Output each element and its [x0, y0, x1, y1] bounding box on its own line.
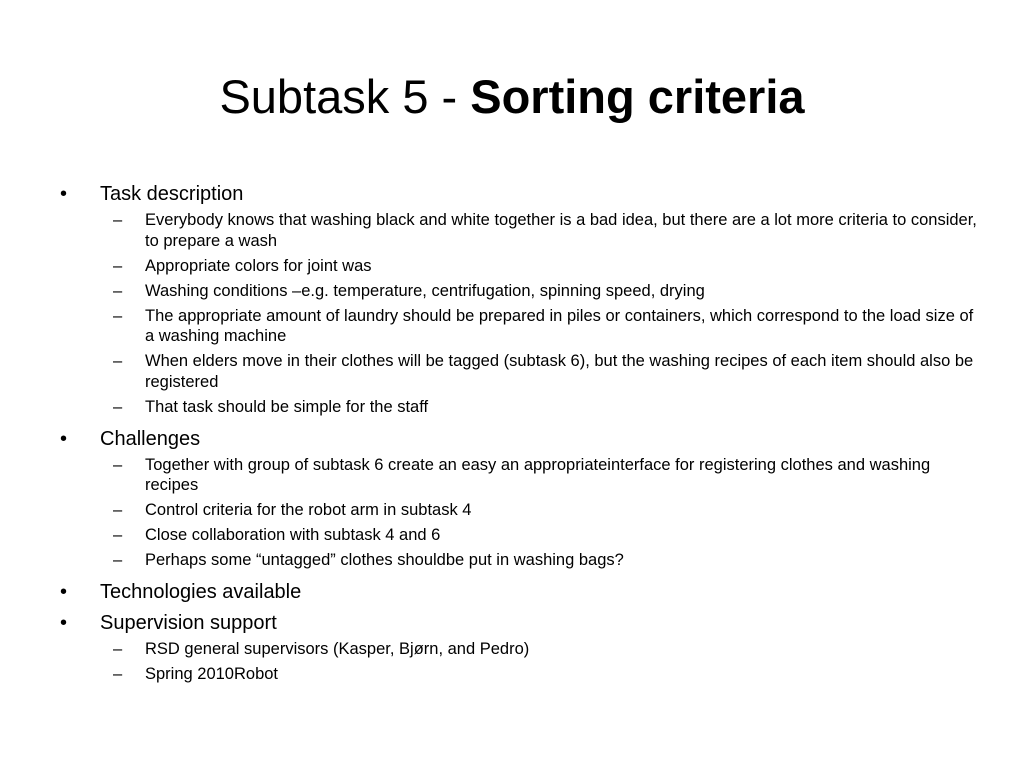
list-item: [52, 256, 982, 281]
list-item-text: RSD general supervisors (Kasper, Bjørn, and Pedro): [145, 640, 530, 658]
list-item-text: That task should be simple for the staff: [145, 397, 429, 416]
list-item: [52, 525, 982, 550]
dash-marker: –: [113, 256, 123, 275]
list-item-text: When elders move in their clothes will be tagged (subtask 6), but the washing recipes of each item should also be registered: [145, 352, 974, 391]
dash-marker: –: [113, 526, 123, 544]
section-heading-task-description: [52, 179, 982, 210]
section-heading-supervision-support: [52, 608, 982, 639]
list-item-text: Close collaboration with subtask 4 and 6: [145, 526, 441, 544]
bullet-marker: •: [60, 581, 68, 603]
list-item-text: Washing conditions –e.g. temperature, centrifugation, spinning speed, drying: [145, 281, 705, 300]
section-heading-label: Supervision support: [100, 612, 277, 634]
list-item-text: The appropriate amount of laundry should be prepared in piles or containers, which correspond to the load size of a washing machine: [145, 306, 974, 345]
dash-marker: –: [113, 281, 123, 300]
bullet-marker: •: [60, 427, 68, 450]
slide-title: [0, 62, 1024, 132]
list-item: [52, 306, 982, 352]
section-heading-label: Technologies available: [100, 581, 302, 603]
title-emphasis: Sorting criteria: [470, 70, 805, 123]
list-item: [52, 455, 982, 501]
bullet-marker: •: [60, 612, 68, 634]
section-heading-technologies-available: [52, 577, 982, 608]
dash-marker: –: [113, 397, 123, 416]
sublist-challenges: [52, 455, 982, 576]
dash-marker: –: [113, 640, 123, 658]
dash-marker: –: [113, 352, 123, 370]
list-item-text: Control criteria for the robot arm in subtask 4: [145, 501, 472, 519]
section-heading-label: Task description: [100, 183, 244, 205]
list-item: [52, 664, 982, 689]
list-item: [52, 500, 982, 525]
list-item-text: Appropriate colors for joint was: [145, 256, 372, 275]
sublist-task-description: [52, 210, 982, 422]
list-item: [52, 397, 982, 422]
dash-marker: –: [113, 211, 123, 229]
list-item: [52, 281, 982, 306]
list-item-text: Spring 2010Robot: [145, 665, 279, 683]
dash-marker: –: [113, 455, 123, 474]
dash-marker: –: [113, 551, 123, 569]
dash-marker: –: [113, 501, 123, 519]
list-item: [52, 550, 982, 575]
sublist-supervision-support: [52, 639, 982, 689]
bullet-marker: •: [60, 183, 68, 205]
list-item: [52, 639, 982, 664]
list-item-text: Together with group of subtask 6 create an easy an appropriateinterface for registering clothes and washing recipes: [145, 455, 931, 494]
list-item-text: Perhaps some “untagged” clothes shouldbe put in washing bags?: [145, 551, 624, 569]
dash-marker: –: [113, 306, 123, 325]
dash-marker: –: [113, 665, 123, 683]
section-heading-label: Challenges: [100, 427, 201, 450]
section-heading-challenges: [52, 424, 982, 455]
list-item-text: Everybody knows that washing black and white together is a bad idea, but there are a lot more criteria to consider, to prepare a wash: [145, 211, 977, 250]
slide-content: [52, 179, 982, 691]
list-item: [52, 210, 982, 256]
title-prefix: Subtask 5 -: [219, 70, 471, 123]
list-item: [52, 351, 982, 397]
